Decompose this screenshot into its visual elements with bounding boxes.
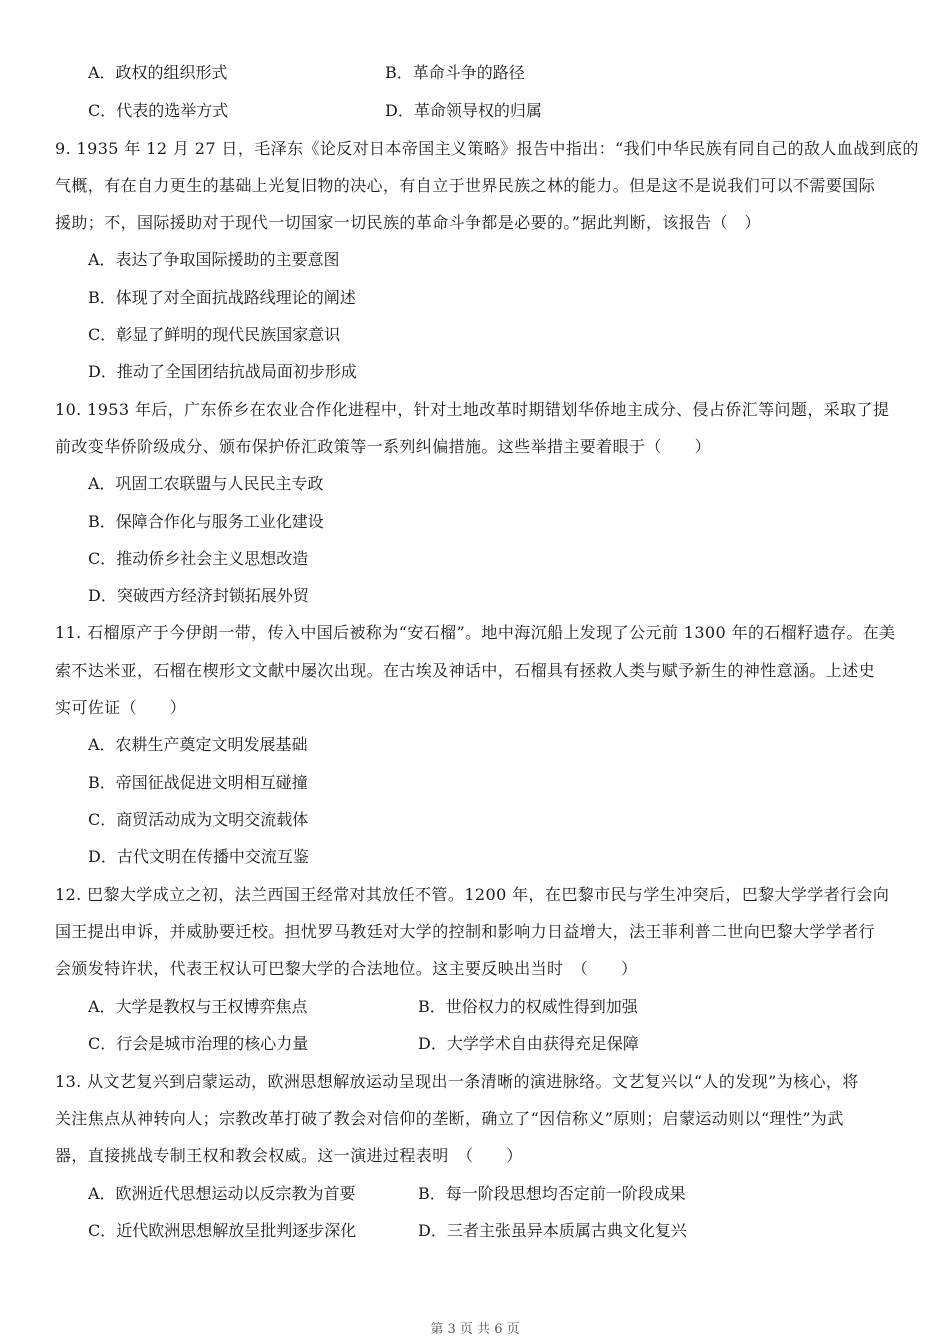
q10-option-a: A．巩固工农联盟与人民民主专政 (88, 474, 324, 493)
q12-option-c: C．行会是城市治理的核心力量 (88, 1034, 309, 1053)
q11-option-d: D．古代文明在传播中交流互鉴 (88, 847, 309, 866)
q12-stem-line: 会颁发特许状，代表王权认可巴黎大学的合法地位。这主要反映出当时 （ ） (55, 959, 638, 978)
q10-option-d: D．突破西方经济封锁拓展外贸 (88, 586, 309, 605)
q11-option-b: B．帝国征战促进文明相互碰撞 (88, 773, 308, 792)
q9-stem-line: 9. 1935 年 12 月 27 日，毛泽东《论反对日本帝国主义策略》报告中指出：“我们中华民族有同自己的敌人血战到底的 (55, 139, 919, 158)
q13-stem-line: 器，直接挑战专制王权和教会权威。这一演进过程表明 （ ） (55, 1146, 523, 1165)
q11-option-c: C．商贸活动成为文明交流载体 (88, 810, 309, 829)
q12-stem-line: 国王提出申诉，并威胁要迁校。担忧罗马教廷对大学的控制和影响力日益增大，法王菲利普二世向巴黎大学学者行 (55, 922, 876, 941)
q9-stem-line: 援助；不，国际援助对于现代一切国家一切民族的革命斗争都是必要的。”据此判断，该报告（ ） (55, 213, 761, 232)
q12-option-b: B．世俗权力的权威性得到加强 (418, 997, 638, 1016)
q13-stem-line: 13. 从文艺复兴到启蒙运动，欧洲思想解放运动呈现出一条清晰的演进脉络。文艺复兴以“人的发现”为核心，将 (55, 1072, 859, 1091)
q11-stem-line: 11. 石榴原产于今伊朗一带，传入中国后被称为“安石榴”。地中海沉船上发现了公元前 1300 年的石榴籽遗存。在美 (55, 623, 896, 642)
page-footer: 第 3 页 共 6 页 (430, 1322, 520, 1337)
q8-option-c: C．代表的选举方式 (88, 101, 229, 120)
q9-option-a: A．表达了争取国际援助的主要意图 (88, 250, 340, 269)
q13-option-a: A．欧洲近代思想运动以反宗教为首要 (88, 1184, 356, 1203)
q9-option-b: B．体现了对全面抗战路线理论的阐述 (88, 288, 356, 307)
q12-option-d: D．大学学术自由获得充足保障 (418, 1034, 639, 1053)
q13-option-d: D．三者主张虽异本质属古典文化复兴 (418, 1221, 687, 1240)
q8-option-d: D．革命领导权的归属 (385, 101, 542, 120)
q11-stem-line: 索不达米亚，石榴在楔形文文献中屡次出现。在古埃及神话中，石榴具有拯救人类与赋予新生的神性意涵。上述史 (55, 661, 876, 680)
q9-option-d: D．推动了全国团结抗战局面初步形成 (88, 362, 357, 381)
q13-option-b: B．每一阶段思想均否定前一阶段成果 (418, 1184, 686, 1203)
q10-option-b: B．保障合作化与服务工业化建设 (88, 512, 324, 531)
q11-stem-line: 实可佐证（ ） (55, 698, 187, 717)
q12-stem-line: 12. 巴黎大学成立之初，法兰西国王经常对其放任不管。1200 年，在巴黎市民与学生冲突后，巴黎大学学者行会向 (55, 885, 890, 904)
q11-option-a: A．农耕生产奠定文明发展基础 (88, 735, 308, 754)
q10-stem-line: 10. 1953 年后，广东侨乡在农业合作化进程中，针对土地改革时期错划华侨地主成分、侵占侨汇等问题，采取了提 (55, 400, 890, 419)
q8-option-b: B．革命斗争的路径 (385, 63, 525, 82)
q9-option-c: C．彰显了鲜明的现代民族国家意识 (88, 325, 341, 344)
q10-stem-line: 前改变华侨阶级成分、颁布保护侨汇政策等一系列纠偏措施。这些举措主要着眼于（ ） (55, 437, 712, 456)
q12-option-a: A．大学是教权与王权博弈焦点 (88, 997, 308, 1016)
q10-option-c: C．推动侨乡社会主义思想改造 (88, 549, 309, 568)
q13-option-c: C．近代欧洲思想解放呈批判逐步深化 (88, 1221, 357, 1240)
q9-stem-line: 气概，有在自力更生的基础上光复旧物的决心，有自立于世界民族之林的能力。但是这不是说我们可以不需要国际 (55, 176, 876, 195)
q8-option-a: A．政权的组织形式 (88, 63, 228, 82)
q13-stem-line: 关注焦点从神转向人；宗教改革打破了教会对信仰的垄断，确立了“因信称义”原则；启蒙运动则以“理性”为武 (55, 1109, 844, 1128)
